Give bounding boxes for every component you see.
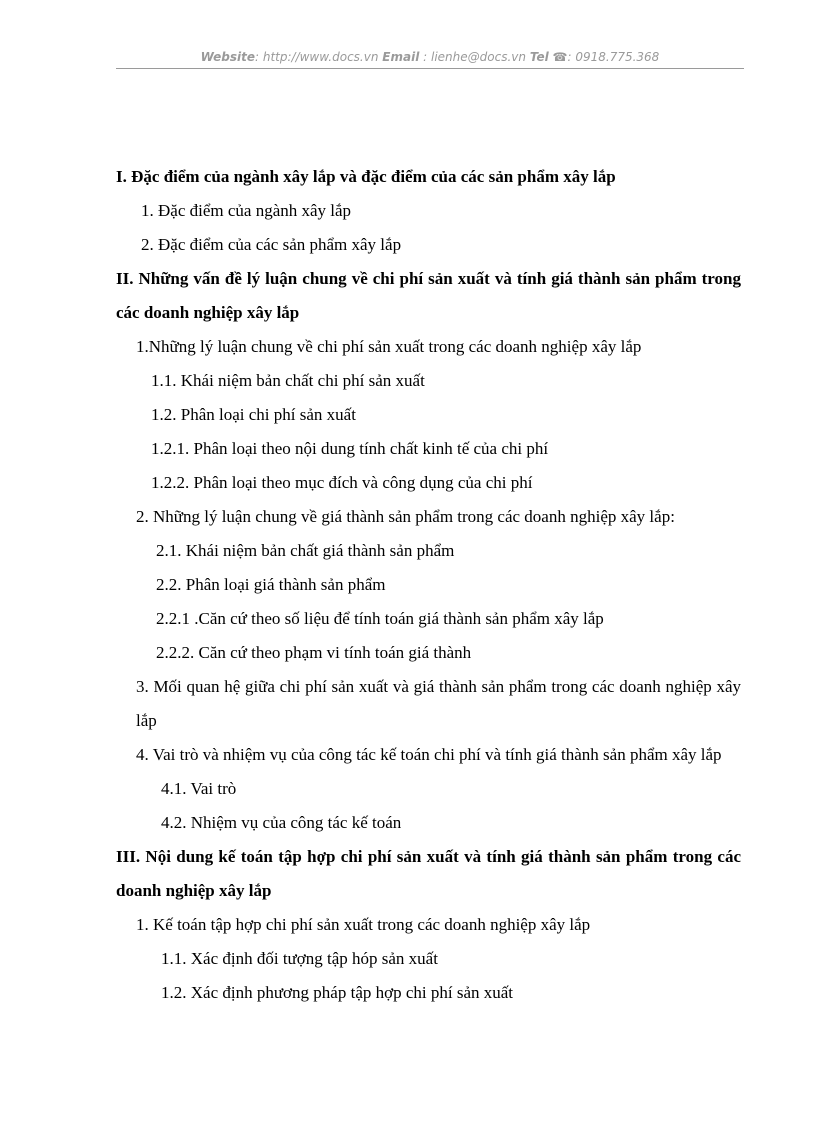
email-label: Email	[382, 50, 420, 64]
tel-value: : 0918.775.368	[567, 50, 660, 64]
toc-item: 1. Đặc điểm của ngành xây lắp	[141, 201, 352, 220]
toc-item: 1.1. Khái niệm bản chất chi phí sản xuất	[151, 371, 425, 390]
toc-item: 2.2.1 .Căn cứ theo số liệu để tính toán giá thành sản phẩm xây lắp	[156, 609, 604, 628]
toc-item: 4.2. Nhiệm vụ của công tác kế toán	[161, 813, 402, 832]
toc-item: 3. Mối quan hệ giữa chi phí sản xuất và giá thành sản phẩm trong các doanh nghiệp xây lắp	[136, 677, 741, 730]
toc-heading-3: III. Nội dung kế toán tập hợp chi phí sản xuất và tính giá thành sản phẩm trong các doanh nghiệp xây lắp	[116, 847, 741, 900]
phone-icon: ☎	[552, 50, 568, 64]
tel-label: Tel	[529, 50, 549, 64]
toc-item: 1.2. Xác định phương pháp tập hợp chi phí sản xuất	[161, 983, 514, 1002]
toc-item: 1.2. Phân loại chi phí sản xuất	[151, 405, 356, 424]
toc-item: 1.2.1. Phân loại theo nội dung tính chất kinh tế của chi phí	[151, 439, 549, 458]
toc-item: 2.2.2. Căn cứ theo phạm vi tính toán giá thành	[156, 643, 472, 662]
website-value: : http://www.docs.vn	[255, 50, 379, 64]
toc-item: 2. Đặc điểm của các sản phẩm xây lắp	[141, 235, 402, 254]
toc-heading-2: II. Những vấn đề lý luận chung về chi phí sản xuất và tính giá thành sản phẩm trong các doanh nghiệp xây lắp	[116, 269, 741, 322]
toc-item: 4.1. Vai trò	[161, 779, 237, 798]
toc-item: 1.Những lý luận chung về chi phí sản xuất trong các doanh nghiệp xây lắp	[136, 337, 642, 356]
toc-heading-1: I. Đặc điểm của ngành xây lắp và đặc điểm của các sản phẩm xây lắp	[116, 167, 616, 186]
website-label: Website	[200, 50, 255, 64]
email-value: : lienhe@docs.vn	[423, 50, 526, 64]
toc-item: 1.2.2. Phân loại theo mục đích và công dụng của chi phí	[151, 473, 533, 492]
table-of-contents	[116, 160, 741, 1010]
toc-item: 4. Vai trò và nhiệm vụ của công tác kế toán chi phí và tính giá thành sản phẩm xây lắp	[136, 745, 722, 764]
toc-item: 2.2. Phân loại giá thành sản phẩm	[156, 575, 386, 594]
page-header	[116, 50, 744, 69]
toc-item: 1.1. Xác định đối tượng tập hóp sản xuất	[161, 949, 438, 968]
toc-item: 1. Kế toán tập hợp chi phí sản xuất trong các doanh nghiệp xây lắp	[136, 915, 591, 934]
toc-item: 2. Những lý luận chung về giá thành sản phẩm trong các doanh nghiệp xây lắp:	[136, 507, 675, 526]
toc-item: 2.1. Khái niệm bản chất giá thành sản phẩm	[156, 541, 455, 560]
